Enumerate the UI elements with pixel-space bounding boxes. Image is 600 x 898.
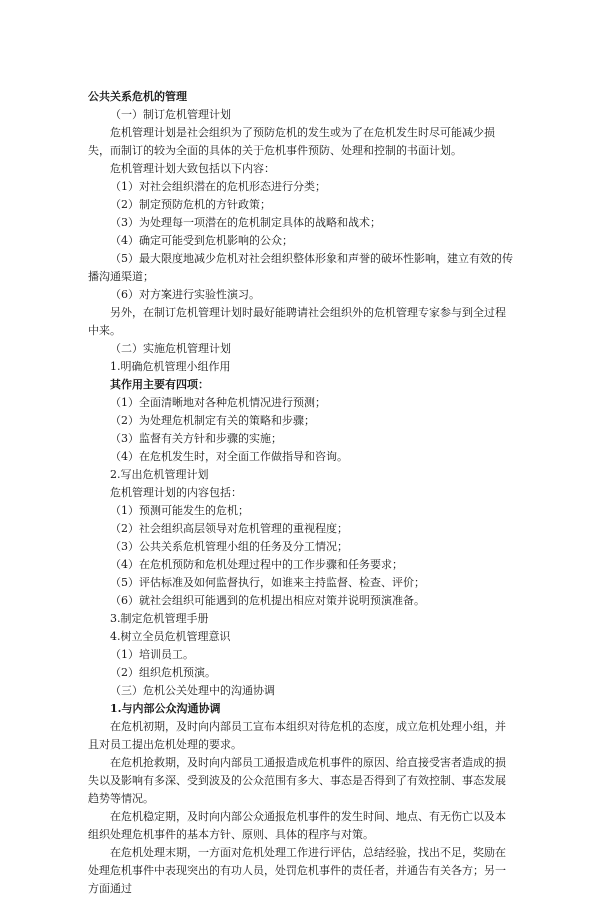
section-1-note: 另外，在制订危机管理计划时最好能聘请社会组织外的危机管理专家参与到全过程中来。 [88,306,506,337]
list-item: （3）为处理每一项潜在的危机制定具体的战略和战术； [110,216,381,229]
list-item: （4）在危机预防和危机处理过程中的工作步骤和任务要求； [110,558,403,571]
section-2-sub-2-intro: 危机管理计划的内容包括： [110,486,242,499]
section-2-sub-1: 1.明确危机管理小组作用 [110,360,231,373]
section-2-sub-1-list [88,394,516,466]
section-2-sub-4: 4.树立全员危机管理意识 [110,630,231,643]
paragraph: 在危机抢救期，及时向内部员工通报造成危机事件的原因、给直接受害者造成的损失以及影响有多深、受到波及的公众范围有多大、事态是否得到了有效控制、事态发展趋势等情况。 [88,756,506,805]
section-2-sub-3: 3.制定危机管理手册 [110,612,209,625]
list-item: （3）公共关系危机管理小组的任务及分工情况； [110,540,348,553]
section-1-list [88,178,516,304]
section-2-heading: （二）实施危机管理计划 [110,342,231,355]
list-item: （2）社会组织高层领导对危机管理的重视程度； [110,522,348,535]
paragraph: 在危机稳定期，及时向内部公众通报危机事件的发生时间、地点、有无伤亡以及本组织处理危机事件的基本方针、原则、具体的程序与对策。 [88,810,506,841]
list-item: （2）组织危机预演。 [110,666,216,679]
list-item: （5）评估标准及如何监督执行，如谁来主持监督、检查、评价； [110,576,425,589]
list-item: （2）为处理危机制定有关的策略和步骤； [110,414,315,427]
list-item: （6）就社会组织可能遇到的危机提出相应对策并说明预演准备。 [110,594,425,607]
section-1-heading: （一）制订危机管理计划 [110,108,231,121]
list-item: （6）对方案进行实验性演习。 [110,288,260,301]
document-title: 公共关系危机的管理 [88,90,187,103]
list-item: （4）在危机发生时，对全面工作做指导和咨询。 [110,450,348,463]
paragraph: 在危机初期，及时向内部员工宣布本组织对待危机的态度，成立危机处理小组，并且对员工提出危机处理的要求。 [88,720,506,751]
list-item: （1）培训员工。 [110,648,194,661]
section-3-sub-1: 1.与内部公众沟通协调 [110,702,221,715]
list-item: （5）最大限度地减少危机对社会组织整体形象和声誉的破坏性影响，建立有效的传播沟通渠道； [88,252,513,283]
paragraph: 在危机处理末期，一方面对危机处理工作进行评估，总结经验，找出不足，奖励在处理危机事件中表现突出的有功人员，处罚危机事件的责任者，并通告有关各方；另一方面通过 [88,846,506,895]
section-3-heading: （三）危机公关处理中的沟通协调 [110,684,275,697]
section-2-sub-2: 2.写出危机管理计划 [110,468,209,481]
section-1-intro: 危机管理计划是社会组织为了预防危机的发生或为了在危机发生时尽可能减少损失，而制订的较为全面的具体的关于危机事件预防、处理和控制的书面计划。 [88,126,495,157]
list-item: （3）监督有关方针和步骤的实施； [110,432,282,445]
list-item: （1）预测可能发生的危机； [110,504,249,517]
section-2-sub-1-bold: 其作用主要有四项： [110,378,209,391]
section-2-sub-4-list [88,646,516,682]
list-item: （1）全面清晰地对各种危机情况进行预测； [110,396,326,409]
list-item: （2）制定预防危机的方针政策； [110,198,271,211]
section-1-list-intro: 危机管理计划大致包括以下内容： [110,162,275,175]
section-2-sub-2-list [88,502,516,610]
list-item: （1）对社会组织潜在的危机形态进行分类； [110,180,326,193]
list-item: （4）确定可能受到危机影响的公众； [110,234,293,247]
